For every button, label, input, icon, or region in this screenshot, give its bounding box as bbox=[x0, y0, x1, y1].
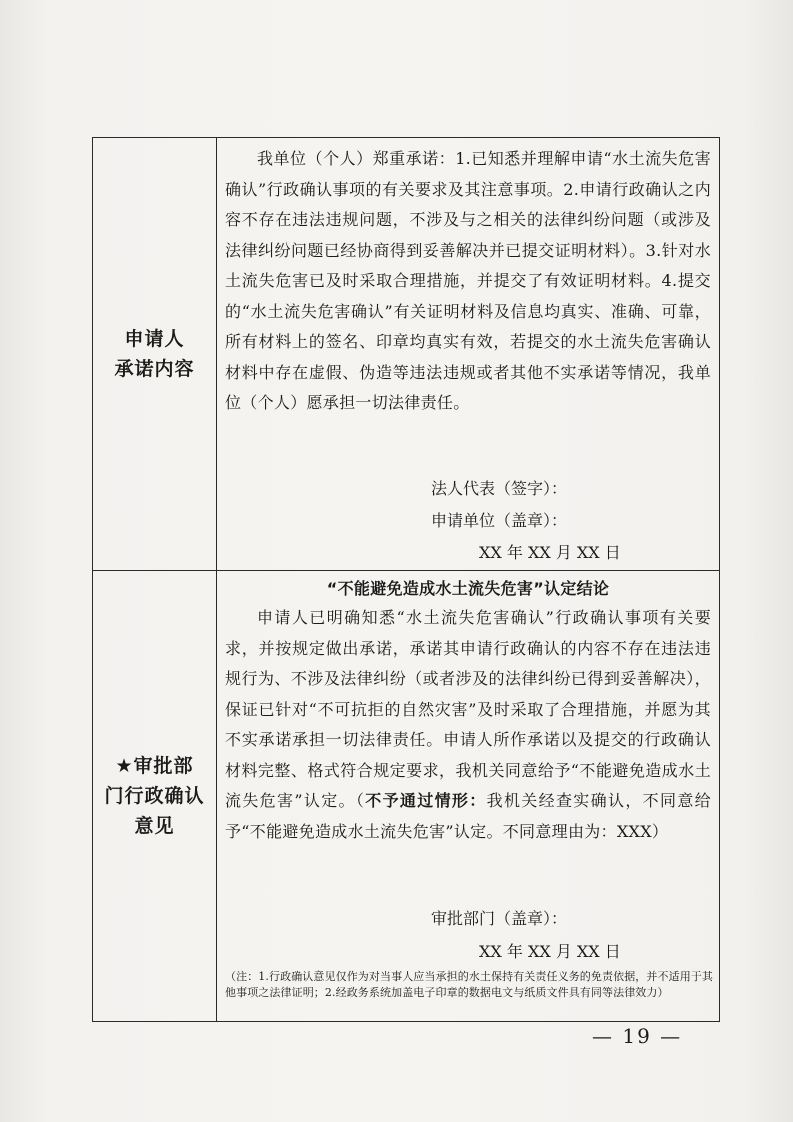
commitment-text: 我单位（个人）郑重承诺：1.已知悉并理解申请“水土流失危害确认”行政确认事项的有关要求及其注意事项。2.申请行政确认之内容不存在违法违规问题，不涉及与之相关的法律纠纷问题（或涉及法律纠纷问题已经协商得到妥善解决并已提交证明材料）。3.针对水土流失危害已及时采取合理措施，并提交了有效证明材料。4.提交的“水土流失危害确认”有关证明材料及信息均真实、准确、可靠，所有材料上的签名、印章均真实有效，若提交的水土流失危害确认材料中存在虚假、伪造等违法违规或者其他不实承诺等情况，我单位（个人）愿承担一切法律责任。 bbox=[225, 149, 711, 412]
footnote: （注：1.行政确认意见仅作为对当事人应当承担的水土保持有关责任义务的免责依据，并不适用于其他事项之法律证明；2.经政务系统加盖电子印章的数据电文与纸质文件具有同等法律效力） bbox=[225, 970, 713, 999]
label-line: 申请人 bbox=[124, 328, 185, 350]
approval-opinion-label-cell bbox=[93, 571, 217, 1022]
label-line: 意见 bbox=[134, 815, 175, 837]
label-line: ★审批部 bbox=[115, 755, 194, 777]
approval-opinion-row bbox=[93, 571, 720, 1022]
page-number: — 19 — bbox=[592, 1024, 683, 1048]
conclusion-title: “不能避免造成水土流失危害”认定结论 bbox=[326, 579, 610, 598]
applicant-commitment-label bbox=[114, 324, 194, 384]
approval-opinion-content-cell bbox=[217, 571, 720, 1022]
applicant-date: XX 年 XX 月 XX 日 bbox=[479, 543, 621, 562]
applicant-commitment-content-cell bbox=[217, 138, 720, 571]
conclusion-text bbox=[217, 603, 719, 847]
approval-opinion-label bbox=[104, 751, 204, 841]
applicant-unit-seal-label: 申请单位（盖章）： bbox=[431, 511, 568, 530]
rejection-case-text: 我机关经查实确认，不同意给予“不能避免造成水土流失危害”认定。不同意理由为：XXX） bbox=[225, 791, 711, 841]
label-line: 门行政确认 bbox=[104, 785, 205, 807]
applicant-commitment-label-cell bbox=[93, 138, 217, 571]
label-line: 承诺内容 bbox=[114, 358, 195, 380]
approval-department-seal-label: 审批部门（盖章）： bbox=[431, 909, 568, 928]
commitment-form-table bbox=[92, 137, 720, 1022]
conclusion-body: 申请人已明确知悉“水土流失危害确认”行政确认事项有关要求，并按规定做出承诺，承诺其申请行政确认的内容不存在违法违规行为、不涉及法律纠纷（或者涉及的法律纠纷已得到妥善解决），保证已针对“不可抗拒的自然灾害”及时采取了合理措施，并愿为其不实承诺承担一切法律责任。申请人所作承诺以及提交的行政确认材料完整、格式符合规定要求，我机关同意给予“不能避免造成水土流失危害”认定。（ bbox=[225, 608, 711, 810]
approval-date: XX 年 XX 月 XX 日 bbox=[479, 942, 621, 961]
applicant-commitment-row bbox=[93, 138, 720, 571]
legal-representative-signature-label: 法人代表（签字）： bbox=[431, 479, 568, 498]
rejection-case-label: 不予通过情形： bbox=[365, 791, 487, 810]
